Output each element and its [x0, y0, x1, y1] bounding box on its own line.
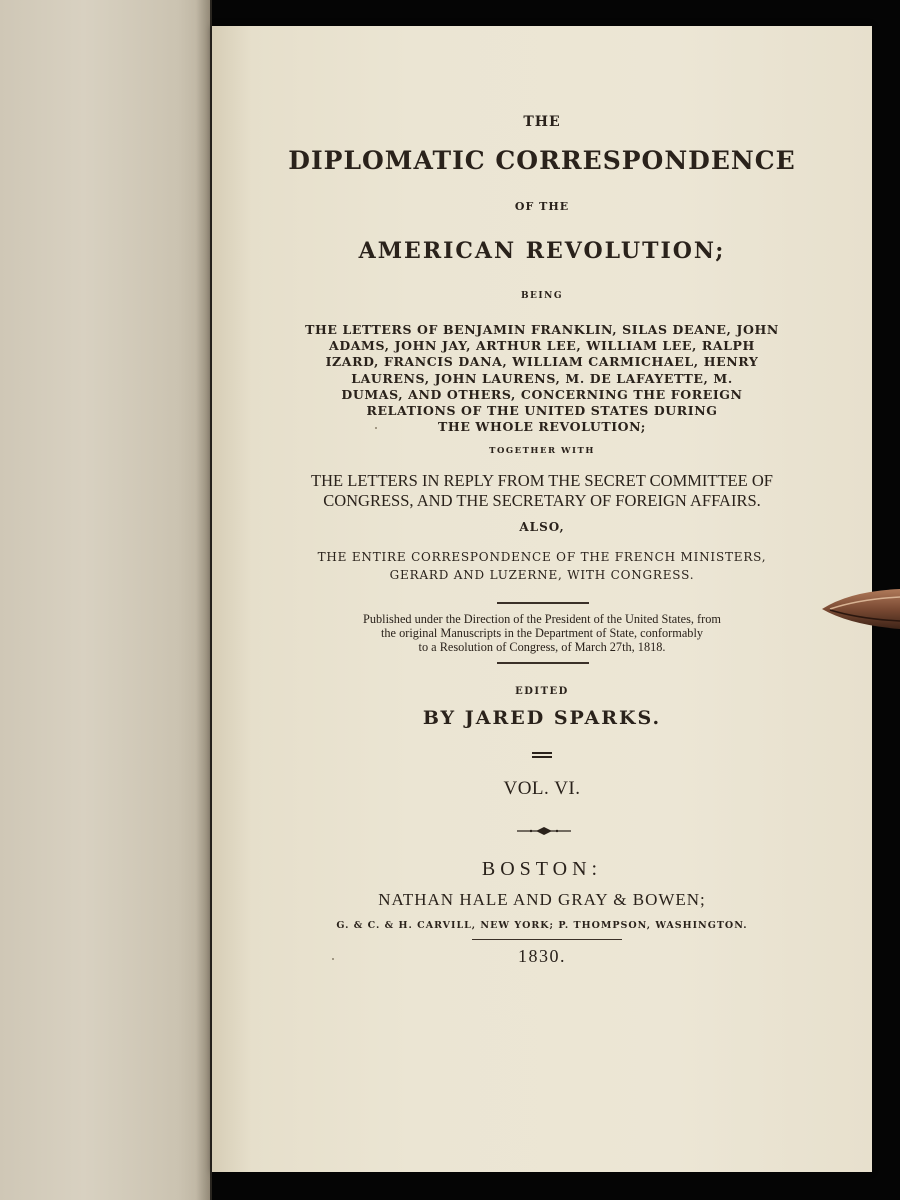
letters-line: ADAMS, JOHN JAY, ARTHUR LEE, WILLIAM LEE, RALPH: [329, 338, 755, 354]
title-the: THE: [523, 114, 561, 130]
title-page: [212, 26, 872, 1172]
together-with-label: TOGETHER WITH: [489, 446, 595, 456]
letters-line: RELATIONS OF THE UNITED STATES DURING: [366, 403, 718, 419]
divider-rule: [497, 602, 589, 604]
also-label: ALSO,: [519, 520, 565, 534]
publication-place: BOSTON:: [481, 858, 603, 880]
letters-block: [212, 322, 872, 435]
published-line: Published under the Direction of the President of the United States, from: [363, 612, 721, 626]
letters-line: THE LETTERS OF BENJAMIN FRANKLIN, SILAS DEANE, JOHN: [305, 322, 779, 337]
title-revolution: AMERICAN REVOLUTION;: [358, 238, 726, 264]
letters-line: DUMAS, AND OTHERS, CONCERNING THE FOREIGN: [341, 386, 743, 402]
being-label: BEING: [520, 291, 564, 301]
publication-year: 1830.: [518, 946, 566, 966]
title-page-content: [212, 26, 872, 1172]
bookmark-tip-icon: [820, 585, 900, 635]
entire-line: THE ENTIRE CORRESPONDENCE OF THE FRENCH MINISTERS,: [317, 550, 767, 564]
title-of-the: OF THE: [514, 200, 570, 213]
published-line: the original Manuscripts in the Department of State, conformably: [380, 626, 704, 640]
reply-line: THE LETTERS IN REPLY FROM THE SECRET COMMITTEE OF: [311, 471, 773, 490]
divider-rule: [497, 662, 589, 664]
diamond-ornament-icon: [517, 824, 571, 838]
publisher: NATHAN HALE AND GRAY & BOWEN;: [378, 890, 706, 909]
edited-label: EDITED: [515, 686, 569, 697]
volume-number: VOL. VI.: [503, 778, 581, 799]
letters-line: IZARD, FRANCIS DANA, WILLIAM CARMICHAEL, HENRY: [325, 354, 759, 370]
agents-line: G. & C. & H. CARVILL, NEW YORK; P. THOMPSON, WASHINGTON.: [336, 920, 748, 931]
paper-speck: [332, 958, 334, 960]
letters-line: LAURENS, JOHN LAURENS, M. DE LAFAYETTE, M.: [351, 370, 733, 386]
editor-name: BY JARED SPARKS.: [422, 707, 662, 729]
divider-rule: [472, 939, 622, 940]
published-note: [212, 612, 872, 654]
letters-line: THE WHOLE REVOLUTION;: [438, 419, 646, 435]
published-line: to a Resolution of Congress, of March 27th, 1818.: [418, 640, 666, 654]
reply-line: CONGRESS, AND THE SECRETARY OF FOREIGN AFFAIRS.: [323, 491, 761, 510]
main-title: DIPLOMATIC CORRESPONDENCE: [288, 146, 796, 175]
reply-block: [212, 471, 872, 511]
paper-speck: [375, 427, 377, 429]
double-rule-ornament: [532, 752, 552, 758]
entire-correspondence-block: [212, 548, 872, 584]
left-page: [0, 0, 210, 1200]
entire-line: GERARD AND LUZERNE, WITH CONGRESS.: [389, 568, 695, 582]
